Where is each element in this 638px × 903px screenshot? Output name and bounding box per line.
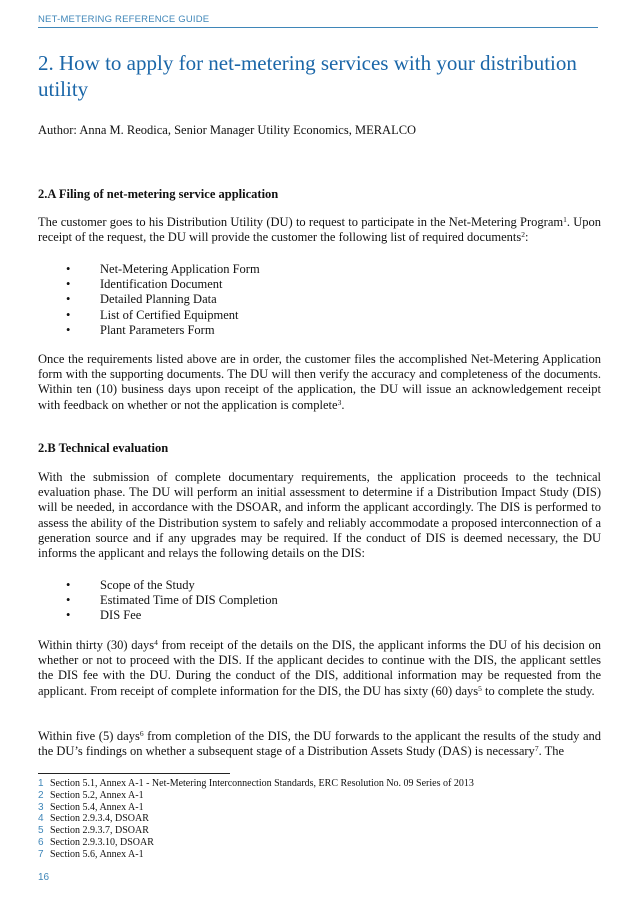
list-item — [66, 292, 260, 307]
header-divider — [38, 27, 598, 28]
chapter-title: 2. How to apply for net-metering services with your distribution utility — [38, 51, 577, 101]
list-item — [66, 323, 260, 338]
footnote-ref: 5 — [478, 683, 482, 693]
list-item — [66, 578, 278, 593]
footnote-ref: 4 — [154, 638, 158, 647]
text-run: . Upon receipt of the request, the DU will provide the customer the following list of required documents — [38, 215, 601, 245]
footnote-number: 6 — [38, 836, 44, 848]
list-item-label: DIS Fee — [100, 608, 142, 623]
text-run: . — [341, 397, 345, 412]
list-item — [66, 308, 260, 323]
list-item-label: Net-Metering Application Form — [100, 262, 260, 276]
list-item — [66, 277, 260, 292]
text-run: from completion of the DIS, the DU forwards to the applicant the results of the study and the DU’s findings on whether a subsequent stage of a Distribution Assets Study (DAS) is necessary — [38, 729, 601, 759]
footnote — [38, 813, 474, 825]
section-b-paragraph-1: With the submission of complete documentary requirements, the application proceeds to the technical evaluation phase. The DU will perform an initial assessment to determine if a Distribution Impact Study (DIS) will be needed, in accordance with the DSOAR, and inform the applicant accordingly. The DIS is performed to assess the ability of the Distribution system to safely and reliably accommodate a proposed interconnection of a generation source and if any upgrades may be required. If the conduct of DIS is deemed necessary, the DU informs the applicant and relays the following details on the DIS: — [38, 470, 601, 561]
text-run: from receipt of the details on the DIS, the applicant informs the DU of his decision on whether or not to proceed with the DIS. If the applicant decides to continue with the DIS, the applicant settles the DIS fee with the DU. During the conduct of the DIS, additional information may be requested from the applicant. From receipt of complete information for the DIS, the DU has sixty (60) days — [38, 638, 601, 698]
footnote — [38, 802, 474, 814]
footnote-text: Section 5.4, Annex A-1 — [50, 801, 144, 813]
section-b-paragraph-2 — [38, 638, 601, 699]
footnote-text: Section 2.9.3.4, DSOAR — [50, 813, 149, 825]
text-run: : — [524, 230, 529, 245]
footnote-text: Section 5.6, Annex A-1 — [50, 848, 144, 860]
footnote-number: 4 — [38, 813, 44, 825]
list-item-label: Estimated Time of DIS Completion — [100, 593, 278, 608]
footnote-ref: 3 — [337, 397, 342, 407]
section-a-heading: 2.A Filing of net-metering service application — [38, 187, 279, 201]
list-item-label: Plant Parameters Form — [100, 322, 215, 337]
footnote-text: Section 5.2, Annex A-1 — [50, 789, 144, 801]
footnote — [38, 849, 474, 861]
footnotes-list — [38, 778, 474, 861]
footnote-number: 5 — [38, 825, 44, 837]
footnote-text: Section 5.1, Annex A-1 - Net-Metering Interconnection Standards, ERC Resolution No. 09 Series of 2013 — [50, 778, 474, 789]
footnote — [38, 790, 474, 802]
list-item-label: Identification Document — [100, 277, 223, 292]
bullet-icon: • — [66, 322, 71, 337]
text-run: . The — [538, 744, 565, 759]
footnote-number: 7 — [38, 848, 44, 860]
section-a-paragraph-1 — [38, 215, 601, 245]
bullet-icon: • — [66, 307, 71, 322]
footnote-number: 3 — [38, 801, 44, 813]
footnote — [38, 825, 474, 837]
running-header: NET-METERING REFERENCE GUIDE — [38, 14, 210, 25]
list-item-label: Scope of the Study — [100, 578, 195, 592]
bullet-icon: • — [66, 277, 71, 292]
text-run: to complete the study. — [481, 683, 595, 698]
footnote-ref: 2 — [521, 230, 525, 240]
footnote-ref: 7 — [534, 744, 539, 754]
footnote-text: Section 2.9.3.7, DSOAR — [50, 825, 149, 837]
footnote-number: 2 — [38, 789, 44, 801]
required-documents-list — [66, 262, 260, 338]
footnote-ref: 6 — [139, 729, 144, 738]
text-run: The customer goes to his Distribution Utility (DU) to request to participate in the Net-Metering Program — [38, 215, 564, 229]
footnote-ref: 1 — [563, 215, 567, 224]
section-b-paragraph-3 — [38, 729, 601, 759]
footnote — [38, 778, 474, 790]
footnote-divider — [38, 773, 230, 774]
text-run: Once the requirements listed above are in order, the customer files the accomplished Net-Metering Application form with the supporting documents. The DU will then verify the accuracy and completeness of the documents. Within ten (10) business days upon receipt of the application, the DU will issue an acknowledgement receipt with feedback on whether or not the application is complete — [38, 352, 601, 412]
author-line: Author: Anna M. Reodica, Senior Manager Utility Economics, MERALCO — [38, 123, 417, 137]
text-run: Within five (5) days — [38, 729, 140, 743]
list-item-label: List of Certified Equipment — [100, 307, 239, 322]
dis-details-list — [66, 578, 278, 624]
bullet-icon: • — [66, 608, 71, 623]
bullet-icon: • — [66, 262, 71, 276]
list-item — [66, 608, 278, 623]
list-item-label: Detailed Planning Data — [100, 292, 217, 307]
footnote-text: Section 2.9.3.10, DSOAR — [50, 836, 154, 848]
footnote — [38, 837, 474, 849]
section-b-heading: 2.B Technical evaluation — [38, 441, 169, 455]
bullet-icon: • — [66, 292, 71, 307]
section-a-paragraph-2 — [38, 352, 601, 413]
bullet-icon: • — [66, 593, 71, 608]
page-number: 16 — [38, 872, 50, 883]
text-run: Within thirty (30) days — [38, 638, 155, 652]
list-item — [66, 262, 260, 277]
list-item — [66, 593, 278, 608]
footnote-number: 1 — [38, 778, 44, 789]
bullet-icon: • — [66, 578, 71, 592]
